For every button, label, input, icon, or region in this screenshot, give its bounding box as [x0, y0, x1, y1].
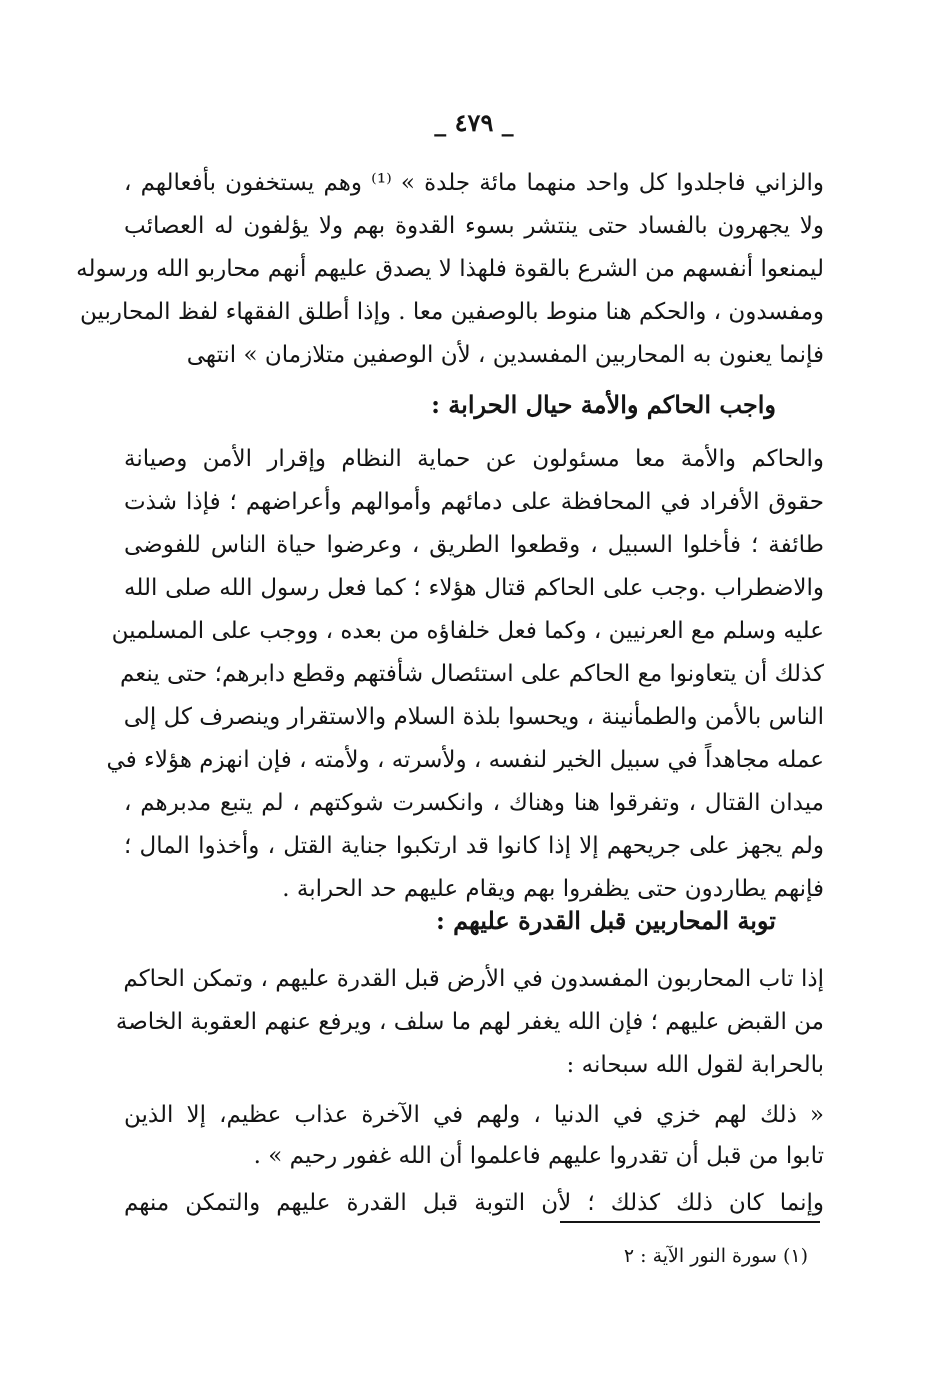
quote-line: تابوا من قبل أن تقدروا عليهم فاعلموا أن الله غفور رحيم » . [253, 1143, 824, 1169]
text-line: ليمنعوا أنفسهم من الشرع بالقوة فلهذا لا يصدق عليهم أنهم محاربو الله ورسوله [76, 256, 824, 282]
text-line: والاضطراب .وجب على الحاكم قتال هؤلاء ؛ كما فعل رسول الله صلى الله [124, 575, 824, 601]
text-line: ميدان القتال ، وتفرقوا هنا وهناك ، وانكسرت شوكتهم ، لم يتبع مدبرهم ، [124, 790, 824, 816]
text-line: عمله مجاهداً في سبيل الخير لنفسه ، ولأسرته ، ولأمته ، فإن انهزم هؤلاء في [106, 747, 824, 773]
text-line: والزاني فاجلدوا كل واحد منهما مائة جلدة » ⁽¹⁾ وهم يستخفون بأفعالهم ، [124, 170, 825, 196]
text-line: من القبض عليهم ؛ فإن الله يغفر لهم ما سلف ، ويرفع عنهم العقوبة الخاصة [115, 1009, 824, 1035]
text-line: والحاكم والأمة معا مسئولون عن حماية النظام وإقرار الأمن وصيانة [124, 446, 824, 472]
text-line: وإنما كان ذلك كذلك ؛ لأن التوبة قبل القدرة عليهم والتمكن منهم [124, 1190, 824, 1216]
quote-line: « ذلك لهم خزي في الدنيا ، ولهم في الآخرة عذاب عظيم، إلا الذين [124, 1102, 824, 1128]
text-line: فإنهم يطاردون حتى يظفروا بهم ويقام عليهم حد الحرابة . [282, 876, 824, 902]
text-line: عليه وسلم مع العرنيين ، وكما فعل خلفاؤه من بعده ، ووجب على المسلمين [111, 618, 824, 644]
text-line: كذلك أن يتعاونوا مع الحاكم على استئصال شأفتهم وقطع دابرهم؛ حتى ينعم [119, 661, 824, 687]
text-line: ومفسدون ، والحكم هنا منوط بالوصفين معا . وإذا أطلق الفقهاء لفظ المحاربين [80, 299, 824, 325]
footnote-divider [560, 1221, 820, 1223]
text-line: بالحرابة لقول الله سبحانه : [566, 1052, 824, 1078]
text-line: الناس بالأمن والطمأنينة ، ويحسوا بلذة السلام والاستقرار وينصرف كل إلى [123, 704, 824, 730]
text-line: طائفة ؛ فأخلوا السبيل ، وقطعوا الطريق ، وعرضوا حياة الناس للفوضى [124, 532, 824, 558]
text-line: ولم يجهز على جريحهم إلا إذا كانوا قد ارتكبوا جناية القتل ، وأخذوا المال ؛ [124, 833, 824, 859]
text-line: إذا تاب المحاربون المفسدون في الأرض قبل القدرة عليهم ، وتمكن الحاكم [123, 966, 824, 992]
page-number: _ ٤٧٩ _ [434, 108, 514, 137]
footnote: (١) سورة النور الآية : ٢ [623, 1245, 808, 1267]
text-line: فإنما يعنون به المحاربين المفسدين ، لأن الوصفين متلازمان » انتهى [186, 342, 824, 368]
text-line: ولا يجهرون بالفساد حتى ينتشر بسوء القدوة بهم ولا يؤلفون له العصائب [124, 213, 824, 239]
section-heading: توبة المحاربين قبل القدرة عليهم : [435, 906, 776, 935]
section-heading: واجب الحاكم والأمة حيال الحرابة : [431, 390, 776, 419]
text-line: حقوق الأفراد في المحافظة على دمائهم وأموالهم وأعراضهم ؛ فإذا شذت [124, 489, 824, 515]
